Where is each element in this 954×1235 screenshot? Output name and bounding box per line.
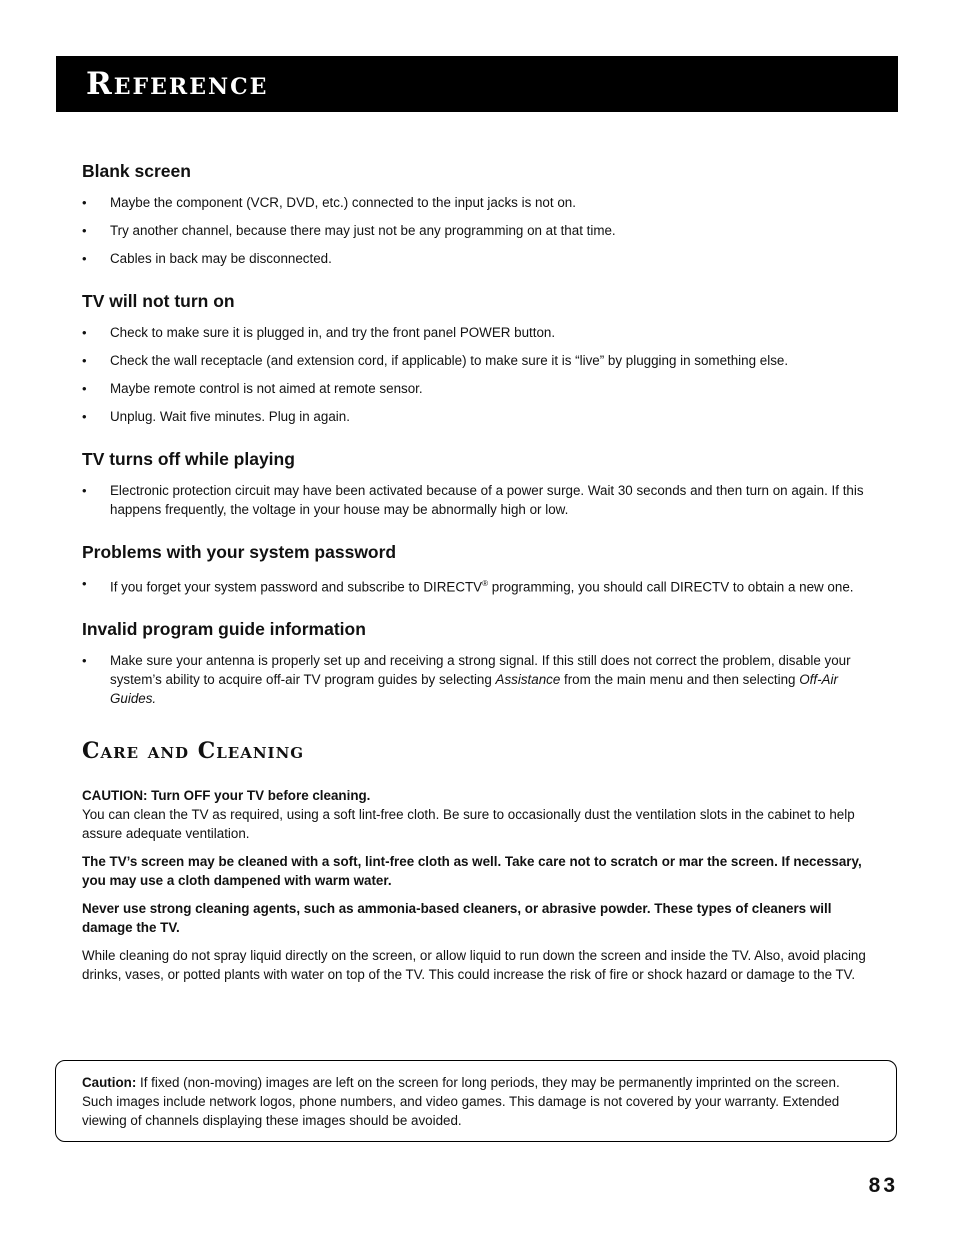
liquid-warning-paragraph: While cleaning do not spray liquid directly on the screen, or allow liquid to run down the screen and inside the TV. Also, avoid placing drinks, vases, or potted plants with water on top of the TV. This could increase the risk of fire or shock hazard or damage to the TV.: [82, 948, 866, 983]
section-system-password: [82, 539, 872, 596]
screen-cleaning-paragraph: The TV’s screen may be cleaned with a soft, lint-free cloth as well. Take care not to scratch or mar the screen. If necessary, you may use a cloth dampened with warm water.: [82, 854, 862, 889]
bullet-list: [82, 651, 872, 708]
section-blank-screen: [82, 158, 872, 268]
caution-body: If fixed (non-moving) images are left on the screen for long periods, they may be permanently imprinted on the screen. Such images include network logos, phone numbers, and video games. This damage is not covered by your warranty. Extended viewing of channels displaying these images should be avoided.: [82, 1075, 840, 1128]
section-program-guide: [82, 616, 872, 708]
section-heading: TV turns off while playing: [82, 449, 295, 469]
list-item: • Maybe remote control is not aimed at remote sensor.: [82, 379, 872, 398]
list-item: [82, 574, 872, 596]
page-title: Reference: [86, 66, 269, 102]
list-item: • Cables in back may be disconnected.: [82, 249, 872, 268]
bullet-list: [82, 193, 872, 268]
main-content: [82, 158, 872, 993]
section-heading: Problems with your system password: [82, 542, 397, 562]
section-heading: TV will not turn on: [82, 291, 235, 311]
registered-mark: ®: [482, 579, 489, 588]
bullet-list: [82, 323, 872, 426]
list-item: • Check the wall receptacle (and extension cord, if applicable) to make sure it is “live” by plugging in something else.: [82, 351, 872, 370]
section-tv-turns-off: [82, 446, 872, 519]
cleaning-agents-paragraph: Never use strong cleaning agents, such as ammonia-based cleaners, or abrasive powder. These types of cleaners will damage the TV.: [82, 901, 832, 936]
list-item: • Electronic protection circuit may have been activated because of a power surge. Wait 30 seconds and then turn on again. If this happens frequently, the voltage in your house may be abnormally high or low.: [82, 481, 872, 519]
caution-box-text: [82, 1073, 870, 1130]
header-bar: [56, 56, 898, 112]
list-item: • Unplug. Wait five minutes. Plug in again.: [82, 407, 872, 426]
caution-paragraph: [82, 786, 872, 843]
caution-line: CAUTION: Turn OFF your TV before cleaning.: [82, 788, 371, 804]
menu-name-off-air-guides: Off-Air Guides.: [110, 672, 838, 707]
list-item: • Try another channel, because there may just not be any programming on at that time.: [82, 221, 872, 240]
bullet-text: programming, you should call DIRECTV to obtain a new one.: [488, 579, 854, 595]
bullet-text: If you forget your system password and subscribe to DIRECTV: [110, 579, 483, 595]
list-item: • Check to make sure it is plugged in, and try the front panel POWER button.: [82, 323, 872, 342]
bullet-list: [82, 574, 872, 596]
caution-label: Caution:: [82, 1075, 137, 1090]
care-and-cleaning-heading: Care and Cleaning: [82, 738, 305, 765]
menu-name-assistance: Assistance: [495, 672, 561, 688]
section-heading: Blank screen: [82, 161, 191, 181]
bullet-text: Make sure your antenna is properly set up and receiving a strong signal. If this still does not correct the problem, disable your system’s ability to acquire off-air TV program guides by selecting: [110, 653, 851, 688]
caution-box: [55, 1060, 897, 1142]
section-tv-will-not-turn-on: [82, 288, 872, 426]
page-number: 83: [868, 1174, 898, 1197]
caution-text: You can clean the TV as required, using a soft lint-free cloth. Be sure to occasionally dust the ventilation slots in the cabinet to help assure adequate ventilation.: [82, 807, 855, 842]
list-item: [82, 651, 872, 708]
bullet-text: from the main menu and then selecting: [560, 672, 800, 688]
bullet-list: [82, 481, 872, 519]
section-heading: Invalid program guide information: [82, 619, 366, 640]
list-item: • Maybe the component (VCR, DVD, etc.) connected to the input jacks is not on.: [82, 193, 872, 212]
